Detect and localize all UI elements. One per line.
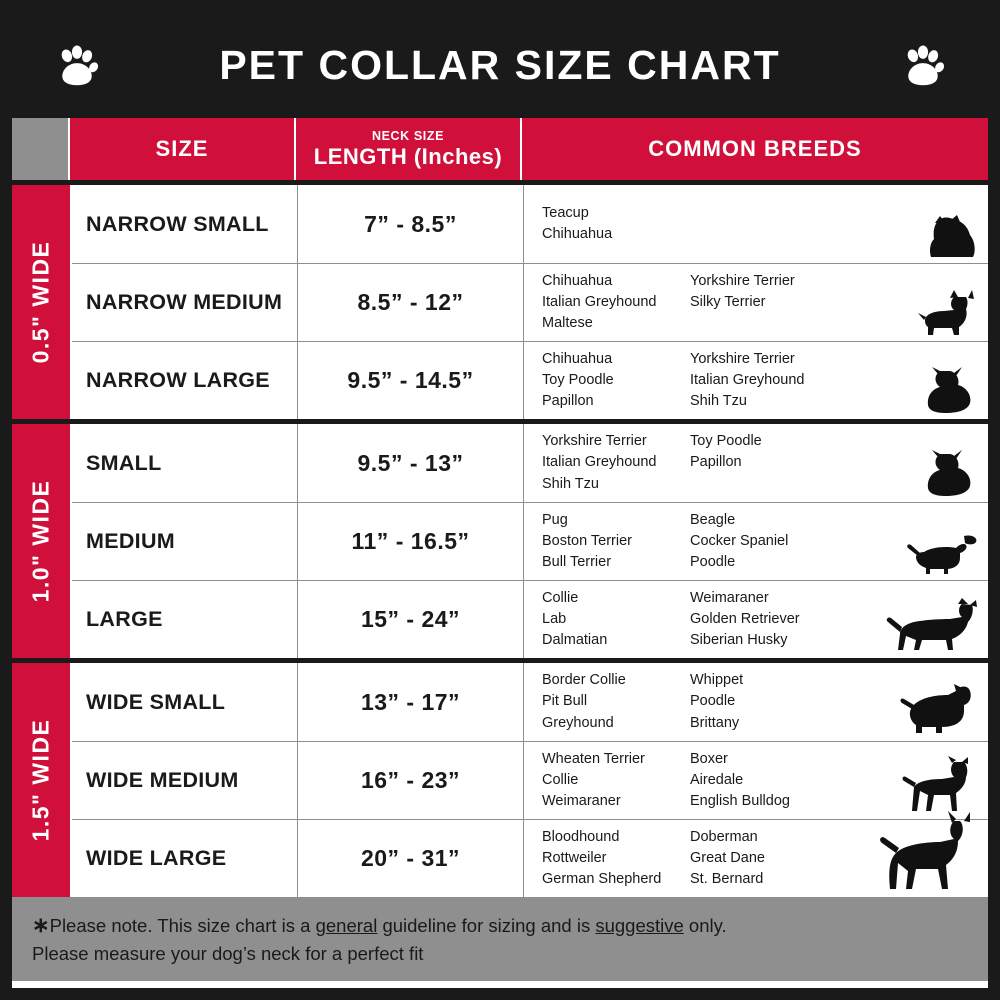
breed-name: Weimaraner <box>542 793 621 810</box>
footnote-line-2: Please measure your dog’s neck for a perfect fit <box>32 943 424 965</box>
cell-length: 9.5” - 14.5” <box>298 342 524 419</box>
page-title: PET COLLAR SIZE CHART <box>219 41 781 88</box>
breed-name: Cocker Spaniel <box>690 532 789 549</box>
group-width-cell <box>12 424 72 658</box>
cell-breeds <box>524 820 988 897</box>
breed-name: Yorkshire Terrier <box>690 272 795 289</box>
breed-name: Italian Greyhound <box>690 371 805 388</box>
header-length <box>296 118 522 180</box>
breed-name: Boston Terrier <box>542 532 632 549</box>
papillon-silhouette <box>920 448 982 500</box>
boxer-silhouette <box>896 755 982 817</box>
cell-breeds <box>524 581 988 658</box>
group-width-label: 1.0" WIDE <box>27 479 54 603</box>
table-row <box>72 263 988 341</box>
breed-column-1 <box>542 349 690 413</box>
breed-name: Great Dane <box>690 849 765 866</box>
group-width-label: 1.5" WIDE <box>27 718 54 842</box>
breed-column-2 <box>690 431 838 495</box>
cell-size: WIDE LARGE <box>72 820 298 897</box>
breed-name: Bloodhound <box>542 828 620 845</box>
breed-name: Bull Terrier <box>542 554 612 571</box>
breed-name: Shih Tzu <box>542 475 599 492</box>
group-width-label: 0.5" WIDE <box>27 240 54 364</box>
doberman-silhouette <box>870 811 982 895</box>
breed-name: Brittany <box>690 714 740 731</box>
cell-size: NARROW MEDIUM <box>72 264 298 341</box>
breed-column-1 <box>542 203 690 246</box>
cell-size: NARROW SMALL <box>72 185 298 263</box>
table-header-row <box>12 118 988 180</box>
breed-name: Weimaraner <box>690 589 769 606</box>
breed-column-1 <box>542 431 690 495</box>
asterisk-icon: ∗ <box>32 914 50 937</box>
breed-column-2 <box>690 588 838 652</box>
breed-column-2 <box>690 749 838 813</box>
group-width-cell <box>12 185 72 419</box>
table-row <box>72 741 988 819</box>
chart-header <box>12 12 988 118</box>
cell-length: 8.5” - 12” <box>298 264 524 341</box>
breed-column-1 <box>542 271 690 335</box>
breed-column-1 <box>542 510 690 574</box>
header-size-label: SIZE <box>155 136 209 161</box>
breed-name: Yorkshire Terrier <box>690 350 795 367</box>
breed-name: Italian Greyhound <box>542 293 657 310</box>
cell-length: 15” - 24” <box>298 581 524 658</box>
breed-name: Rottweiler <box>542 849 607 866</box>
table-row <box>72 819 988 897</box>
cell-size: WIDE SMALL <box>72 663 298 741</box>
breed-name: Airedale <box>690 771 744 788</box>
breed-name: Chihuahua <box>542 226 613 242</box>
pit-bull-silhouette <box>898 681 982 739</box>
table-row <box>72 663 988 741</box>
cell-size: MEDIUM <box>72 503 298 580</box>
chihuahua-silhouette <box>916 289 982 339</box>
header-size <box>70 118 296 180</box>
breed-name: Siberian Husky <box>690 632 788 649</box>
breed-name: Chihuahua <box>542 272 613 289</box>
cell-breeds <box>524 264 988 341</box>
breed-name: Toy Poodle <box>542 371 614 388</box>
header-corner-cell <box>12 118 70 180</box>
breed-column-2 <box>690 827 838 891</box>
paw-print-icon <box>54 42 100 88</box>
breed-name: Yorkshire Terrier <box>542 433 647 450</box>
breed-name: Chihuahua <box>542 350 613 367</box>
footnote <box>12 897 988 981</box>
beagle-silhouette <box>902 532 982 578</box>
cell-breeds <box>524 503 988 580</box>
breed-name: English Bulldog <box>690 793 790 810</box>
footnote-text-a: Please note. This size chart is a <box>49 915 316 936</box>
cell-length: 7” - 8.5” <box>298 185 524 263</box>
breed-name: Maltese <box>542 315 593 332</box>
breed-column-2 <box>690 510 838 574</box>
breed-name: Border Collie <box>542 672 626 689</box>
cell-size: NARROW LARGE <box>72 342 298 419</box>
breed-name: Dalmatian <box>542 632 608 649</box>
width-group-wide <box>12 658 988 897</box>
cell-length: 13” - 17” <box>298 663 524 741</box>
table-row <box>72 580 988 658</box>
breed-column-1 <box>542 588 690 652</box>
breed-name: Greyhound <box>542 714 614 731</box>
cell-breeds <box>524 342 988 419</box>
cell-size: LARGE <box>72 581 298 658</box>
breed-name: Silky Terrier <box>690 293 766 310</box>
papillon-silhouette <box>920 365 982 417</box>
small-fluffy-dog-silhouette <box>924 213 982 261</box>
cell-length: 20” - 31” <box>298 820 524 897</box>
cell-breeds <box>524 663 988 741</box>
breed-name: Shih Tzu <box>690 393 747 410</box>
breed-name: Doberman <box>690 828 758 845</box>
header-breeds-label: COMMON BREEDS <box>648 136 862 161</box>
cell-breeds <box>524 185 988 263</box>
breed-column-2 <box>690 203 838 246</box>
width-group-standard <box>12 419 988 658</box>
breed-name: Papillon <box>542 393 594 410</box>
footnote-line-1 <box>32 911 970 941</box>
breed-name: Beagle <box>690 511 736 528</box>
breed-name: Toy Poodle <box>690 433 762 450</box>
header-length-sublabel: NECK SIZE <box>371 129 445 144</box>
footnote-underline-suggestive: suggestive <box>595 915 684 936</box>
breed-name: Boxer <box>690 750 728 767</box>
breed-name: Collie <box>542 589 579 606</box>
breed-name: Poodle <box>690 554 736 571</box>
breed-column-2 <box>690 349 838 413</box>
table-row <box>72 502 988 580</box>
footnote-text-c: only. <box>683 915 727 936</box>
breed-name: Pug <box>542 511 568 528</box>
breed-name: Papillon <box>690 454 742 471</box>
cell-length: 16” - 23” <box>298 742 524 819</box>
cell-breeds <box>524 742 988 819</box>
cell-length: 9.5” - 13” <box>298 424 524 502</box>
cell-size: SMALL <box>72 424 298 502</box>
breed-column-1 <box>542 670 690 734</box>
cell-breeds <box>524 424 988 502</box>
cell-size: WIDE MEDIUM <box>72 742 298 819</box>
labrador-silhouette <box>884 598 982 656</box>
header-breeds <box>522 118 988 180</box>
footnote-underline-general: general <box>315 915 378 936</box>
breed-column-1 <box>542 749 690 813</box>
breed-name: Poodle <box>690 693 736 710</box>
breed-name: St. Bernard <box>690 871 764 888</box>
breed-column-1 <box>542 827 690 891</box>
breed-name: Collie <box>542 771 579 788</box>
breed-name: Golden Retriever <box>690 610 800 627</box>
breed-name: Wheaten Terrier <box>542 750 645 767</box>
footnote-text-b: guideline for sizing and is <box>377 915 596 936</box>
breed-name: German Shepherd <box>542 871 662 888</box>
table-row <box>72 424 988 502</box>
cell-length: 11” - 16.5” <box>298 503 524 580</box>
group-width-cell <box>12 663 72 897</box>
size-table <box>12 118 988 897</box>
breed-column-2 <box>690 670 838 734</box>
breed-name: Italian Greyhound <box>542 454 657 471</box>
breed-column-2 <box>690 271 838 335</box>
breed-name: Lab <box>542 610 567 627</box>
width-group-narrow <box>12 180 988 419</box>
breed-name: Teacup <box>542 204 589 221</box>
paw-print-icon <box>900 42 946 88</box>
breed-name: Pit Bull <box>542 693 588 710</box>
table-row <box>72 185 988 263</box>
breed-name: Whippet <box>690 672 744 689</box>
table-row <box>72 341 988 419</box>
header-length-label: LENGTH (Inches) <box>313 143 503 169</box>
